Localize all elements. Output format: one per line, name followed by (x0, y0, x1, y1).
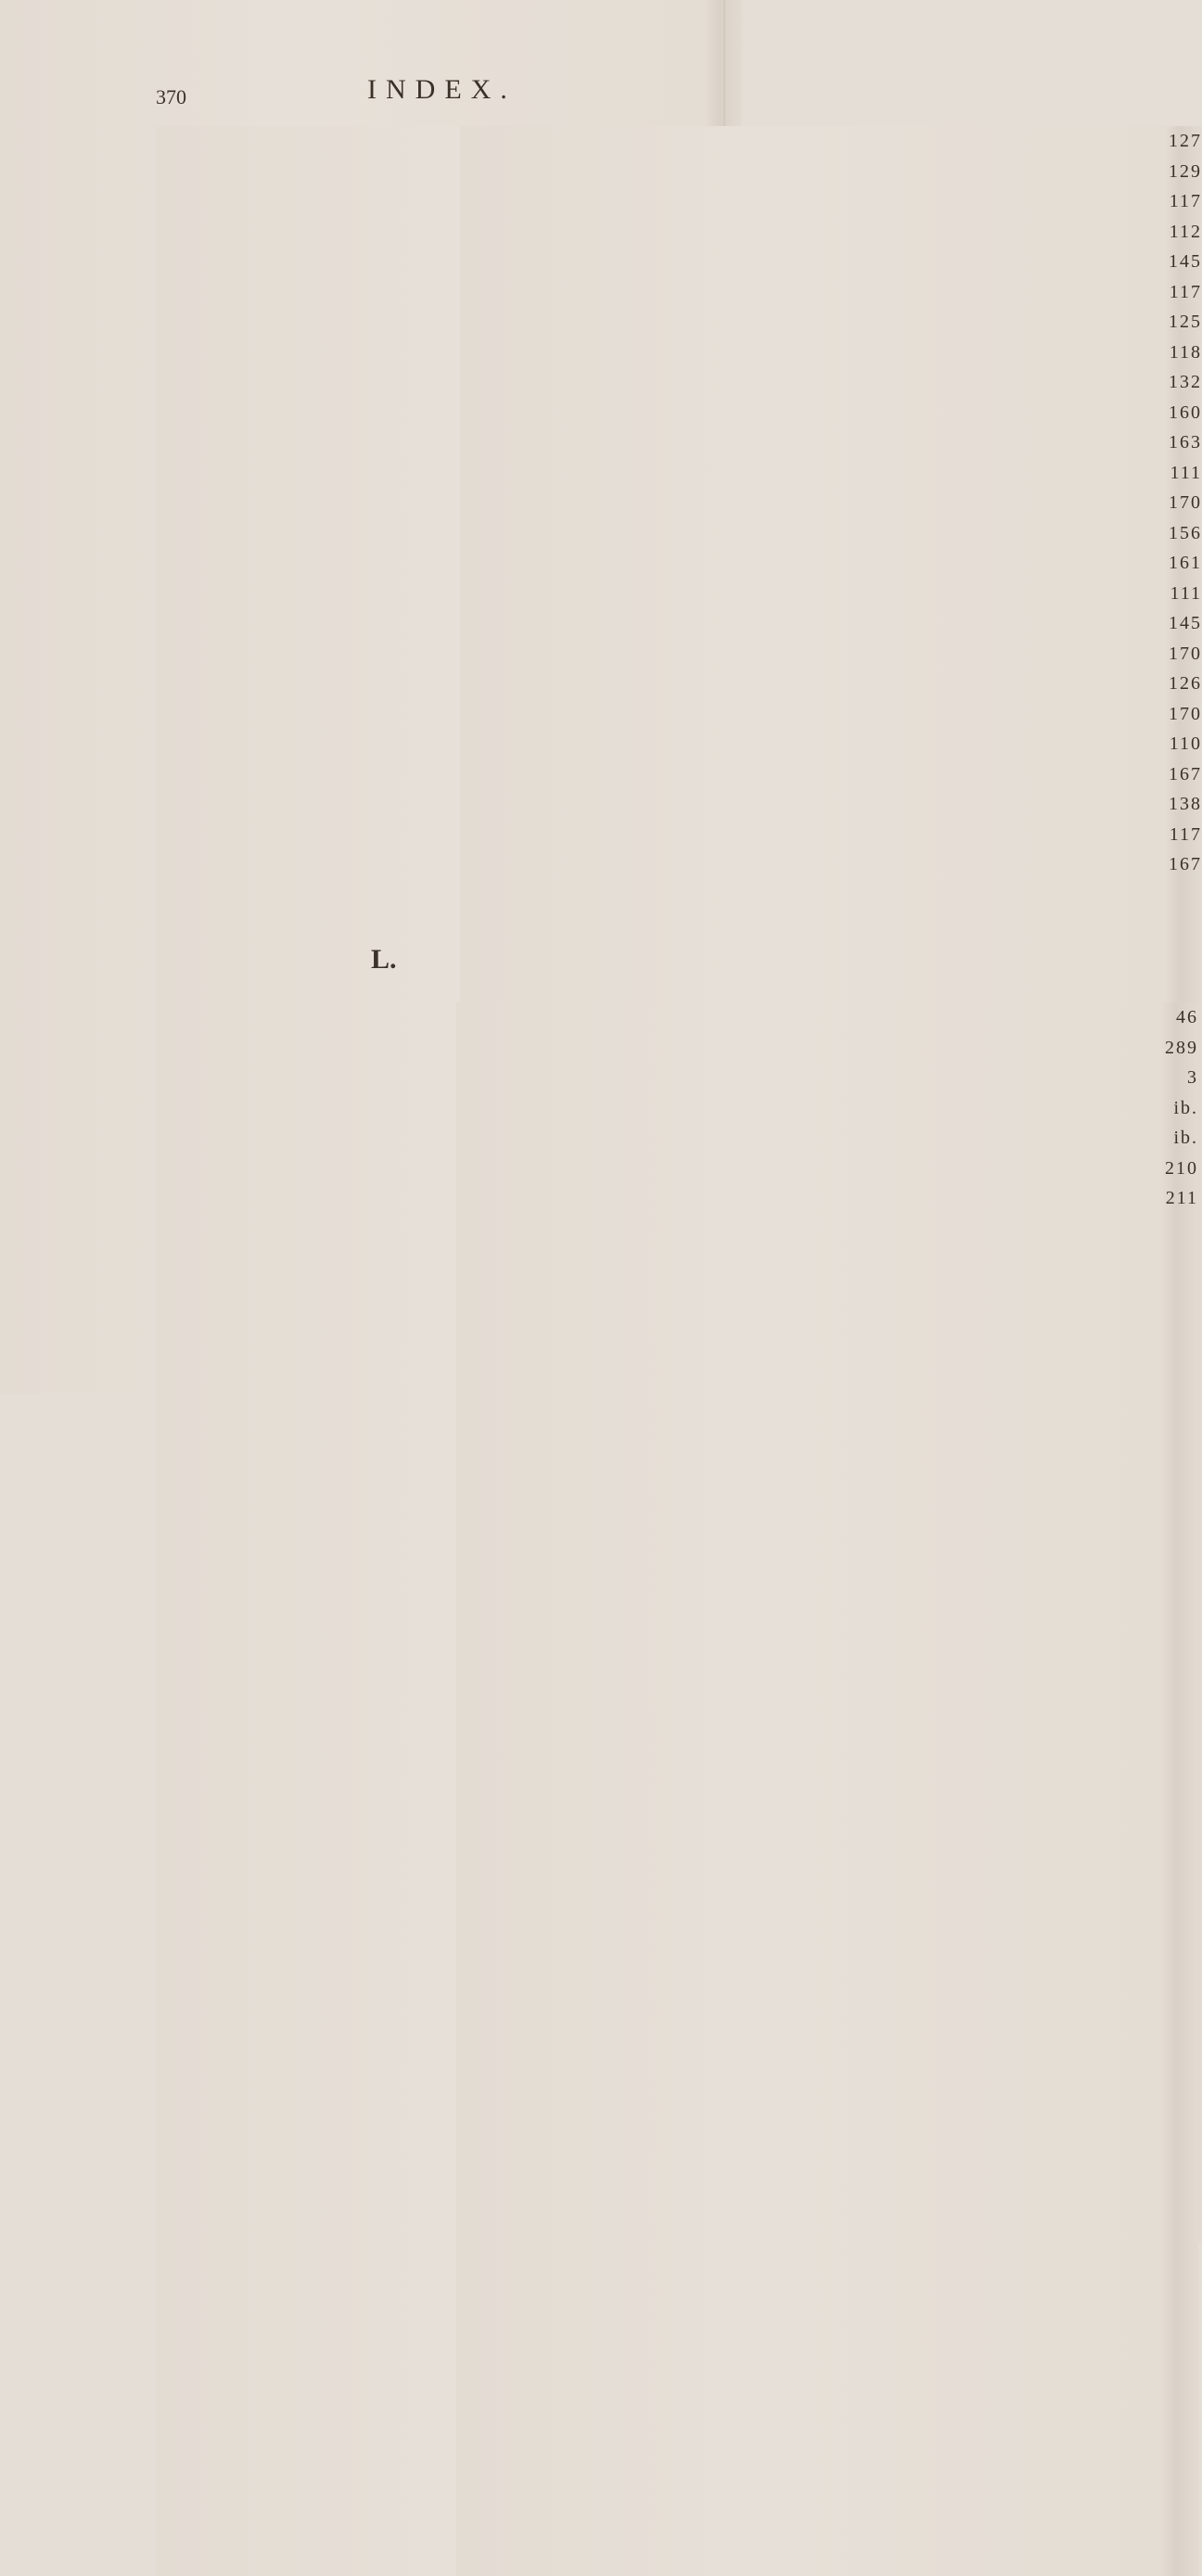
index-entry (456, 1123, 1198, 1154)
entry-page-number: ib. (456, 1123, 1198, 2516)
entry-page-number: 163 (460, 427, 1202, 1820)
running-head: INDEX. (367, 74, 517, 105)
index-entry (156, 186, 369, 217)
index-entry (156, 157, 369, 187)
index-entry (156, 1063, 369, 1093)
index-entry (460, 820, 1202, 850)
section-letter-heading: L. (371, 944, 397, 975)
index-entry (156, 789, 369, 820)
entry-page-number: 161 (460, 548, 1202, 1941)
entry-page-number: ib. (456, 1093, 1198, 2486)
entry-page-number: 167 (460, 759, 1202, 2152)
index-entry (156, 307, 369, 338)
entry-page-number: 210 (456, 1154, 1198, 2546)
entry-page-number: 160 (460, 398, 1202, 1791)
index-entry (156, 1183, 369, 1214)
index-column-left-j (156, 126, 369, 910)
index-entry (156, 398, 369, 428)
entry-page-number: 118 (460, 338, 1202, 1730)
index-entry (156, 608, 369, 639)
entry-page-number: 117 (460, 277, 1202, 1670)
entry-page-number: 46 (456, 1002, 1198, 2395)
index-entry (156, 1033, 369, 1064)
index-entry (456, 1154, 1198, 1184)
entry-page-number: 156 (460, 518, 1202, 1911)
index-entry (156, 458, 369, 489)
index-entry (156, 427, 369, 458)
index-entry (460, 458, 1202, 489)
index-entry (460, 759, 1202, 790)
index-entry (460, 398, 1202, 428)
entry-page-number: 111 (460, 458, 1202, 1851)
index-entry (460, 427, 1202, 458)
index-entry (156, 1123, 369, 1154)
index-entry (156, 759, 369, 790)
entry-page-number: 170 (460, 639, 1202, 2032)
entry-page-number: 110 (460, 729, 1202, 2122)
page-number: 370 (156, 85, 186, 108)
entry-page-number: 167 (460, 849, 1202, 2242)
entry-page-number: 117 (460, 820, 1202, 2213)
index-entry (156, 669, 369, 699)
index-entry (156, 1093, 369, 1124)
entry-page-number: 126 (460, 669, 1202, 2061)
index-entry (460, 669, 1202, 699)
index-entry (156, 367, 369, 398)
index-column-left-l (156, 1002, 369, 1214)
index-entry (460, 488, 1202, 518)
index-entry (156, 548, 369, 579)
entry-page-number: 129 (460, 157, 1202, 1549)
entry-page-number: 132 (460, 367, 1202, 1760)
entry-page-number: 138 (460, 789, 1202, 2182)
index-entry (156, 1002, 369, 1033)
index-entry (156, 126, 369, 157)
index-entry (456, 1033, 1198, 1064)
entry-page-number: 145 (460, 608, 1202, 2001)
index-entry (156, 277, 369, 308)
index-entry (460, 307, 1202, 338)
index-entry (460, 729, 1202, 759)
index-entry (460, 157, 1202, 187)
entry-page-number: 170 (460, 699, 1202, 2092)
index-entry (156, 217, 369, 248)
index-entry (156, 579, 369, 609)
index-entry (456, 1183, 1198, 1214)
index-entry (460, 217, 1202, 248)
index-entry (460, 579, 1202, 609)
index-entry (460, 849, 1202, 880)
index-entry (460, 126, 1202, 157)
entry-page-number: 170 (460, 488, 1202, 1881)
index-entry (460, 247, 1202, 277)
index-entry (460, 699, 1202, 730)
index-entry (156, 849, 369, 880)
index-entry (456, 1093, 1198, 1124)
index-entry (460, 186, 1202, 217)
index-entry (156, 820, 369, 850)
index-entry (156, 488, 369, 518)
entry-page-number: 112 (460, 217, 1202, 1610)
entry-page-number: 117 (460, 186, 1202, 1579)
index-entry (156, 247, 369, 277)
index-entry (156, 729, 369, 759)
index-entry (156, 338, 369, 368)
index-entry (156, 639, 369, 670)
index-entry (456, 1063, 1198, 1093)
entry-page-number: 127 (460, 126, 1202, 1519)
index-column-right-j (460, 126, 1202, 880)
index-entry (460, 639, 1202, 670)
index-entry (460, 548, 1202, 579)
index-entry (156, 699, 369, 730)
index-entry (156, 518, 369, 549)
entry-page-number: 145 (460, 247, 1202, 1639)
entry-page-number: 111 (460, 579, 1202, 1971)
index-entry (460, 338, 1202, 368)
index-entry (460, 367, 1202, 398)
index-entry (460, 277, 1202, 308)
entry-page-number: 125 (460, 307, 1202, 1700)
index-entry (460, 789, 1202, 820)
entry-page-number: 289 (456, 1033, 1198, 2426)
index-entry (456, 1002, 1198, 1033)
entry-page-number: 3 (456, 1063, 1198, 2455)
entry-page-number: 211 (456, 1183, 1198, 2576)
index-entry (156, 1154, 369, 1184)
index-column-right-l (456, 1002, 1198, 1214)
index-entry (460, 518, 1202, 549)
index-entry (156, 880, 369, 911)
index-entry (460, 608, 1202, 639)
